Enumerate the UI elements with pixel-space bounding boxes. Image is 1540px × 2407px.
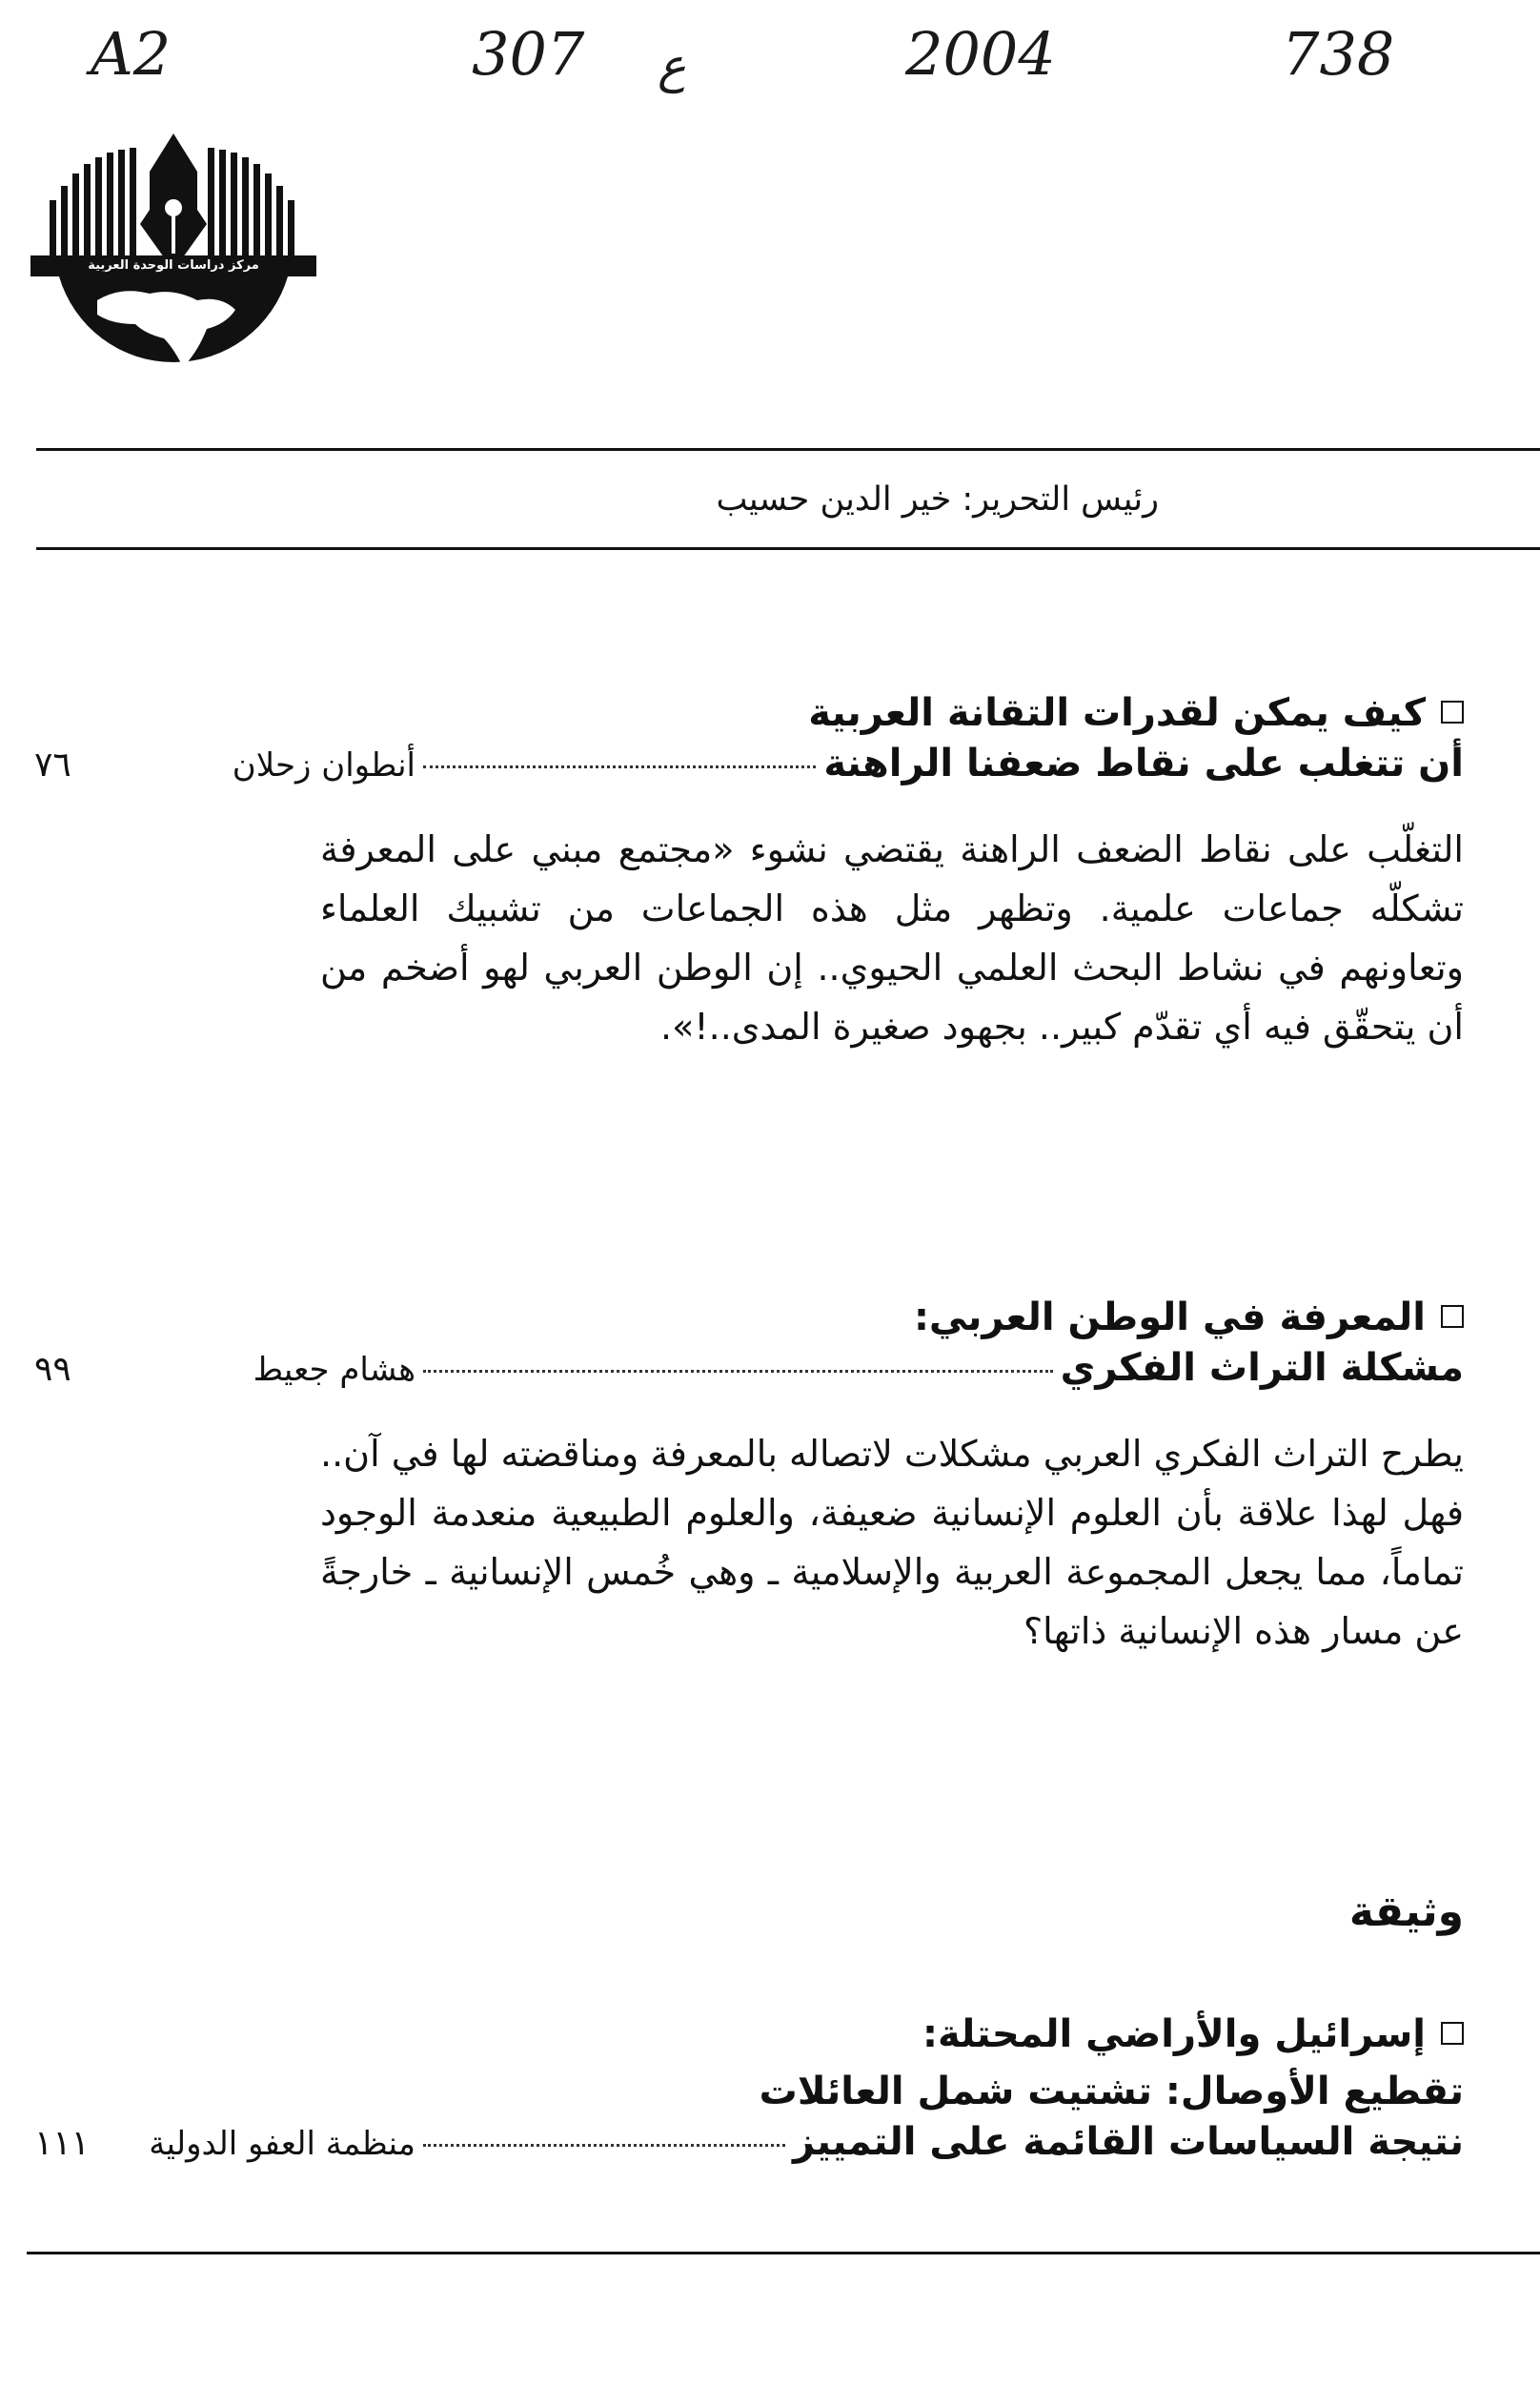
article-title-row	[34, 1346, 1464, 1403]
article-title-line1: المعرفة في الوطن العربي:	[34, 1289, 1464, 1346]
document-title-row	[34, 2120, 1464, 2177]
leader-dots	[423, 2143, 785, 2147]
checkbox-icon	[1441, 2022, 1464, 2045]
document-title-line2: تقطيع الأوصال: تشتيت شمل العائلات	[759, 2070, 1464, 2113]
article-abstract: التغلّب على نقاط الضعف الراهنة يقتضي نشوء «مجتمع مبني على المعرفة تشكلّه جماعات علمية. وتظهر مثل هذه الجماعات من تشبيك العلماء وتعاونهم في نشاط البحث العلمي الحيوي.. إن الوطن العربي لهو أضخم من أن يتحقّق فيه أي تقدّم كبير.. بجهود صغيرة المدى..!».	[320, 828, 1464, 1048]
article-title-row	[34, 742, 1464, 799]
article-title-line1: كيف يمكن لقدرات التقانة العربية	[34, 684, 1464, 742]
document-title-line3: نتيجة السياسات القائمة على التمييز	[793, 2120, 1464, 2164]
document-item[interactable]	[34, 2006, 1464, 2177]
editor-in-chief: رئيس التحرير: خير الدين حسيب	[716, 480, 1159, 519]
checkbox-icon	[1441, 701, 1464, 724]
section-title: وثيقة	[1348, 1887, 1464, 1936]
handwritten-number: 738	[1282, 19, 1395, 89]
article-author: هشام جعيط	[253, 1351, 415, 1389]
leader-dots	[423, 1369, 1053, 1373]
article-abstract: يطرح التراث الفكري العربي مشكلات لاتصاله بالمعرفة ومناقضته لها في آن.. فهل لهذا علاقة بأن العلوم الإنسانية ضعيفة، والعلوم الطبيعية منعدمة الوجود تماماً، مما يجعل المجموعة العربية والإسلامية ـ وهي خُمس الإنسانية ـ خارجةً عن مسار هذه الإنسانية ذاتها؟	[320, 1433, 1464, 1652]
document-title-line1: إسرائيل والأراضي المحتلة:	[34, 2006, 1464, 2063]
article-page-number: ٧٦	[34, 745, 71, 785]
handwritten-symbol: ع	[658, 38, 686, 93]
divider-editor	[36, 547, 1540, 550]
handwritten-ref: A2	[91, 19, 172, 89]
document-page-number: ١١١	[34, 2124, 91, 2163]
document-author: منظمة العفو الدولية	[149, 2125, 415, 2163]
checkbox-icon	[1441, 1305, 1464, 1328]
article-title-line2: أن تتغلب على نقاط ضعفنا الراهنة	[823, 742, 1464, 785]
logo-caption: مركز دراسات الوحدة العربية	[30, 255, 316, 276]
divider-bottom	[27, 2252, 1540, 2254]
article-2[interactable]	[34, 1289, 1464, 1661]
article-1[interactable]	[34, 684, 1464, 1056]
leader-dots	[423, 765, 816, 768]
article-page-number: ٩٩	[34, 1350, 71, 1389]
handwritten-year: 2004	[905, 19, 1056, 89]
divider-top	[36, 448, 1540, 451]
article-title-line2: مشكلة التراث الفكري	[1060, 1346, 1464, 1390]
article-author: أنطوان زحلان	[232, 746, 415, 785]
handwritten-volume: 307	[472, 19, 585, 89]
